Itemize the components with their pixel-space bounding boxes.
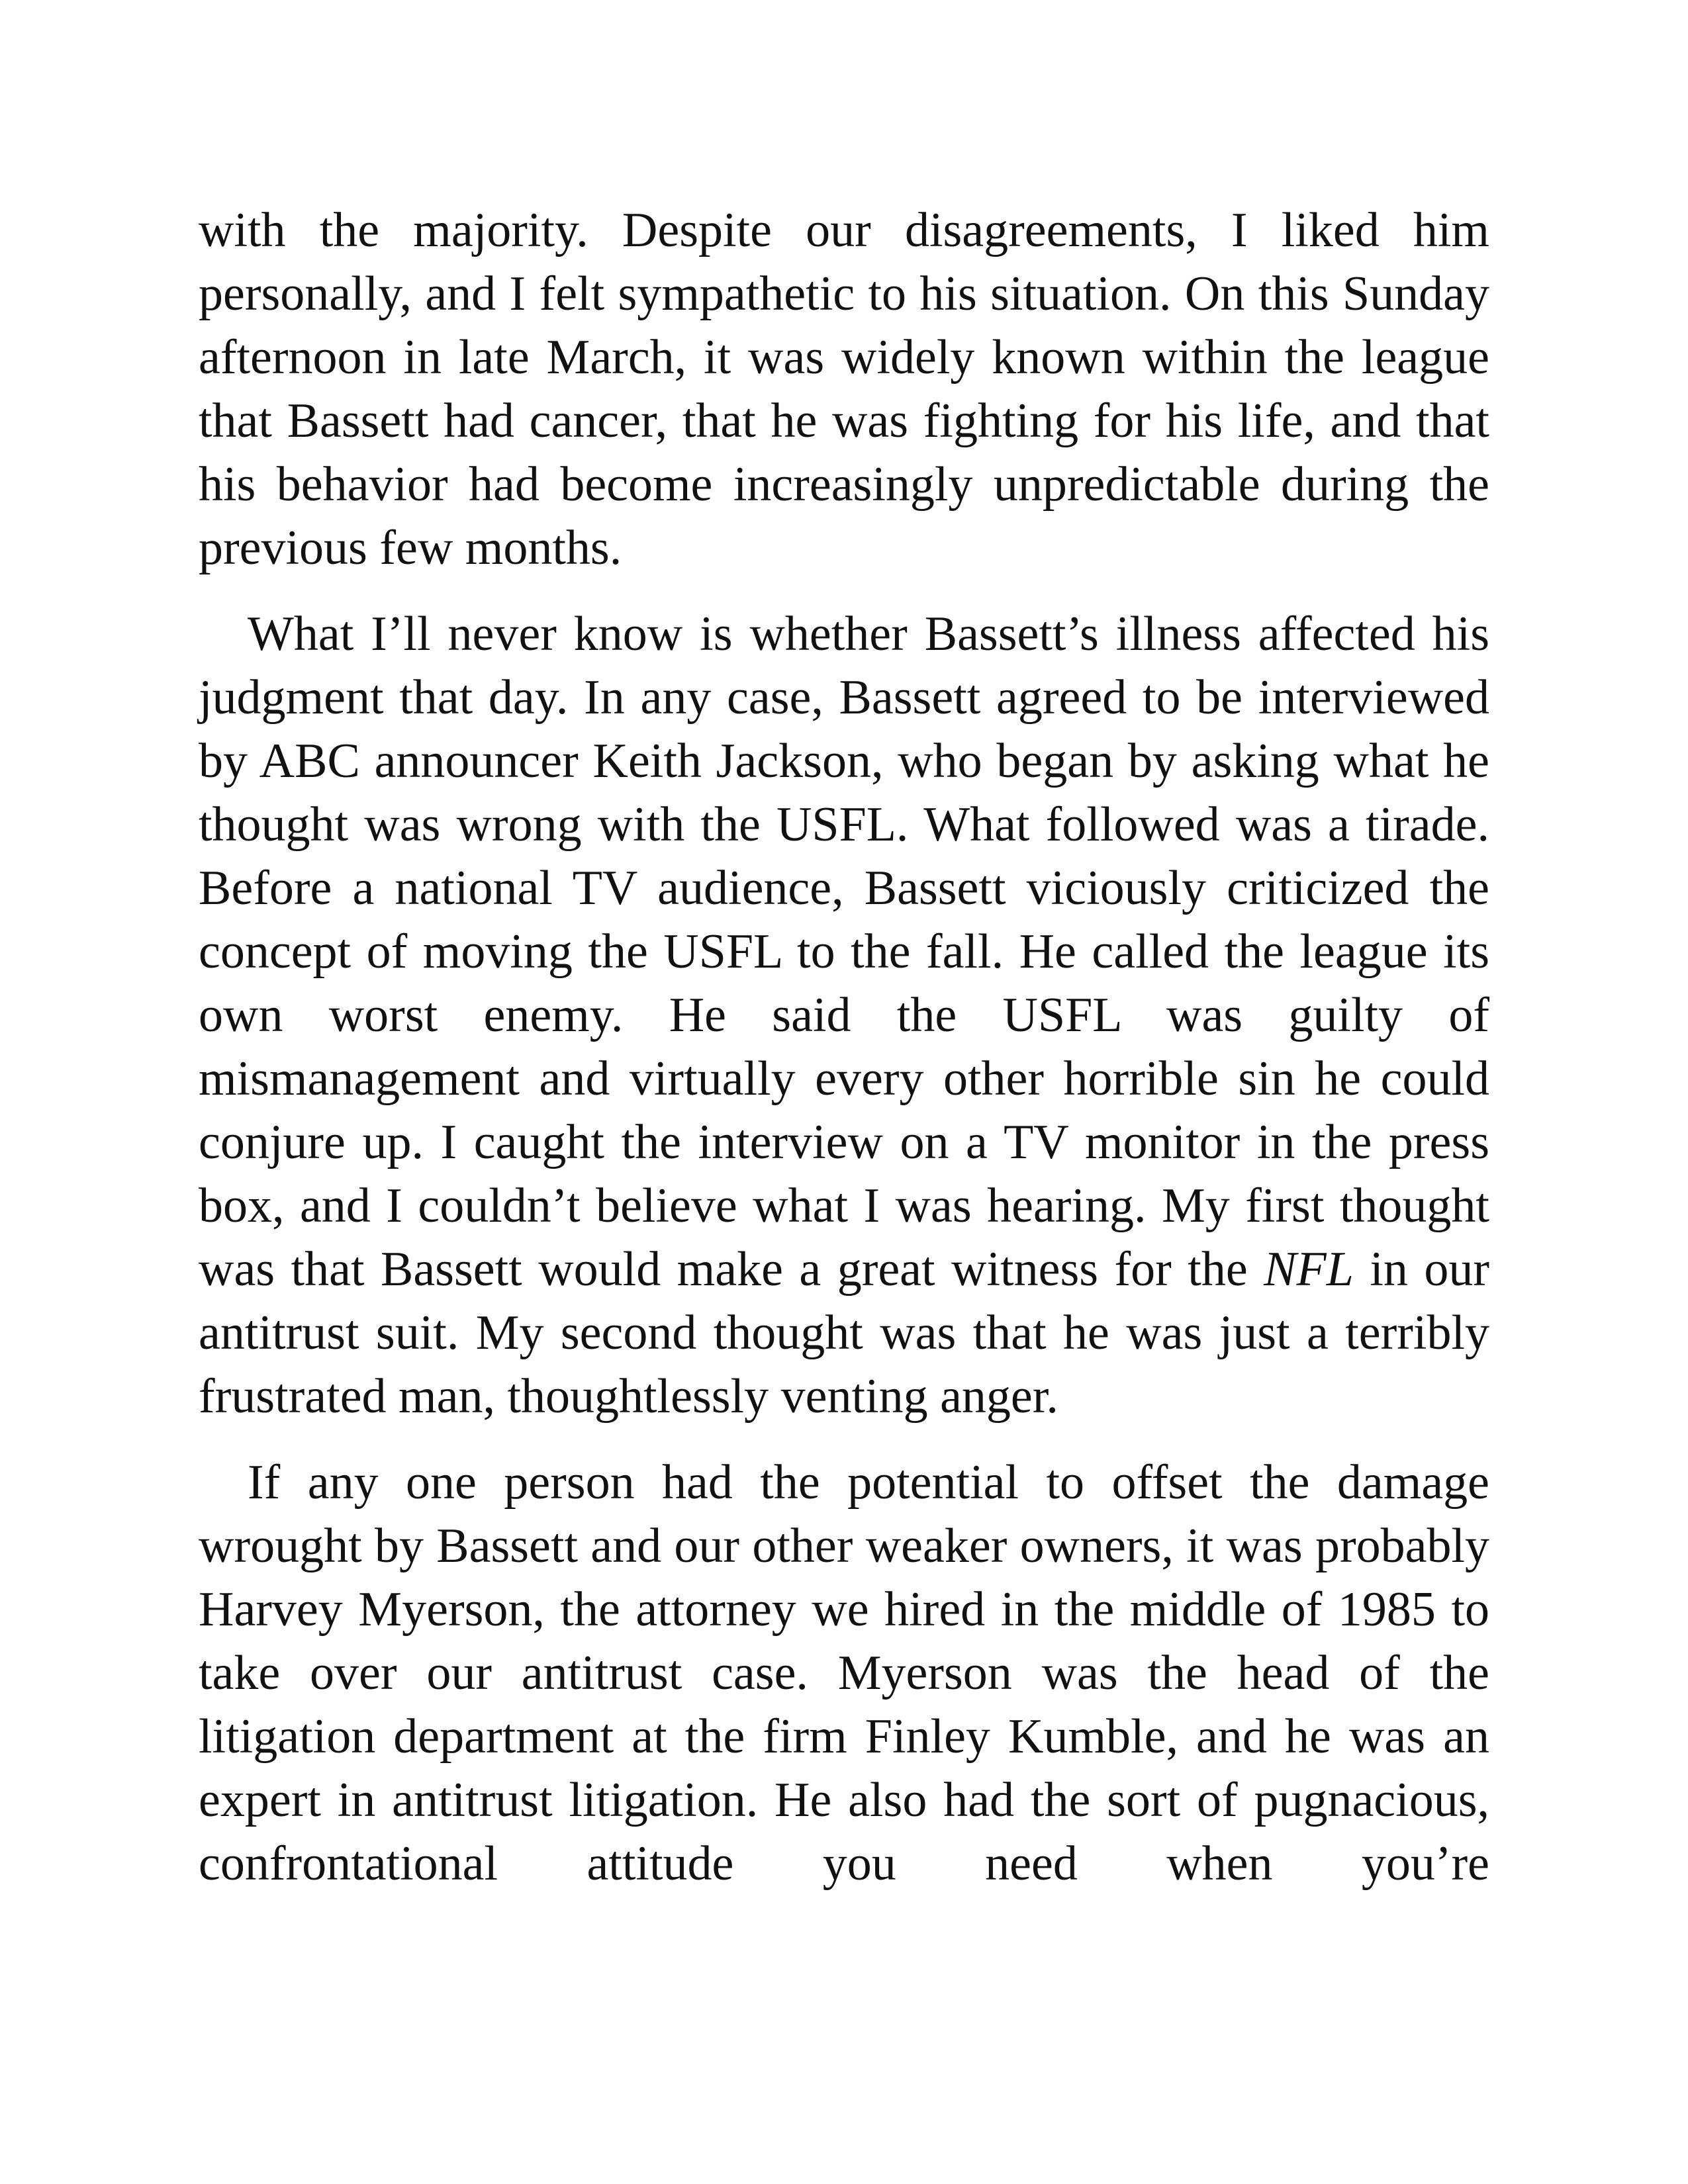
paragraph-2-text-b: in our antitrust suit. My second thought was that he was just a terribly frustrated man, thoughtlessly venting anger. <box>199 1242 1490 1424</box>
paragraph-2-italic-nfl: NFL <box>1264 1242 1354 1297</box>
paragraph-2 <box>199 602 1489 1428</box>
paragraph-1: with the majority. Despite our disagreements, I liked him personally, and I felt sympathetic to his situation. On this Sunday afternoon in late March, it was widely known within the league that Bassett had cancer, that he was fighting for his life, and that his behavior had become increasingly unpredictable during the previous few months. <box>199 203 1489 575</box>
body-text <box>199 199 1489 1895</box>
paragraph-3: If any one person had the potential to offset the damage wrought by Bassett and our other weaker owners, it was probably Harvey Myerson, the attorney we hired in the middle of 1985 to take over our antitrust case. Myerson was the head of the litigation department at the firm Finley Kumble, and he was an expert in antitrust litigation. He also had the sort of pugnacious, confrontational attitude you need when you’re <box>199 1455 1489 1891</box>
paragraph-2-text-a: What I’ll never know is whether Bassett’s illness affected his judgment that day. In any case, Bassett agreed to be interviewed by ABC announcer Keith Jackson, who began by asking what he thought was wrong with the USFL. What followed was a tirade. Before a national TV audience, Bassett viciously criticized the concept of moving the USFL to the fall. He called the league its own worst enemy. He said the USFL was guilty of mismanagement and virtually every other horrible sin he could conjure up. I caught the interview on a TV monitor in the press box, and I couldn’t believe what I was hearing. My first thought was that Bassett would make a great witness for the <box>199 607 1489 1297</box>
